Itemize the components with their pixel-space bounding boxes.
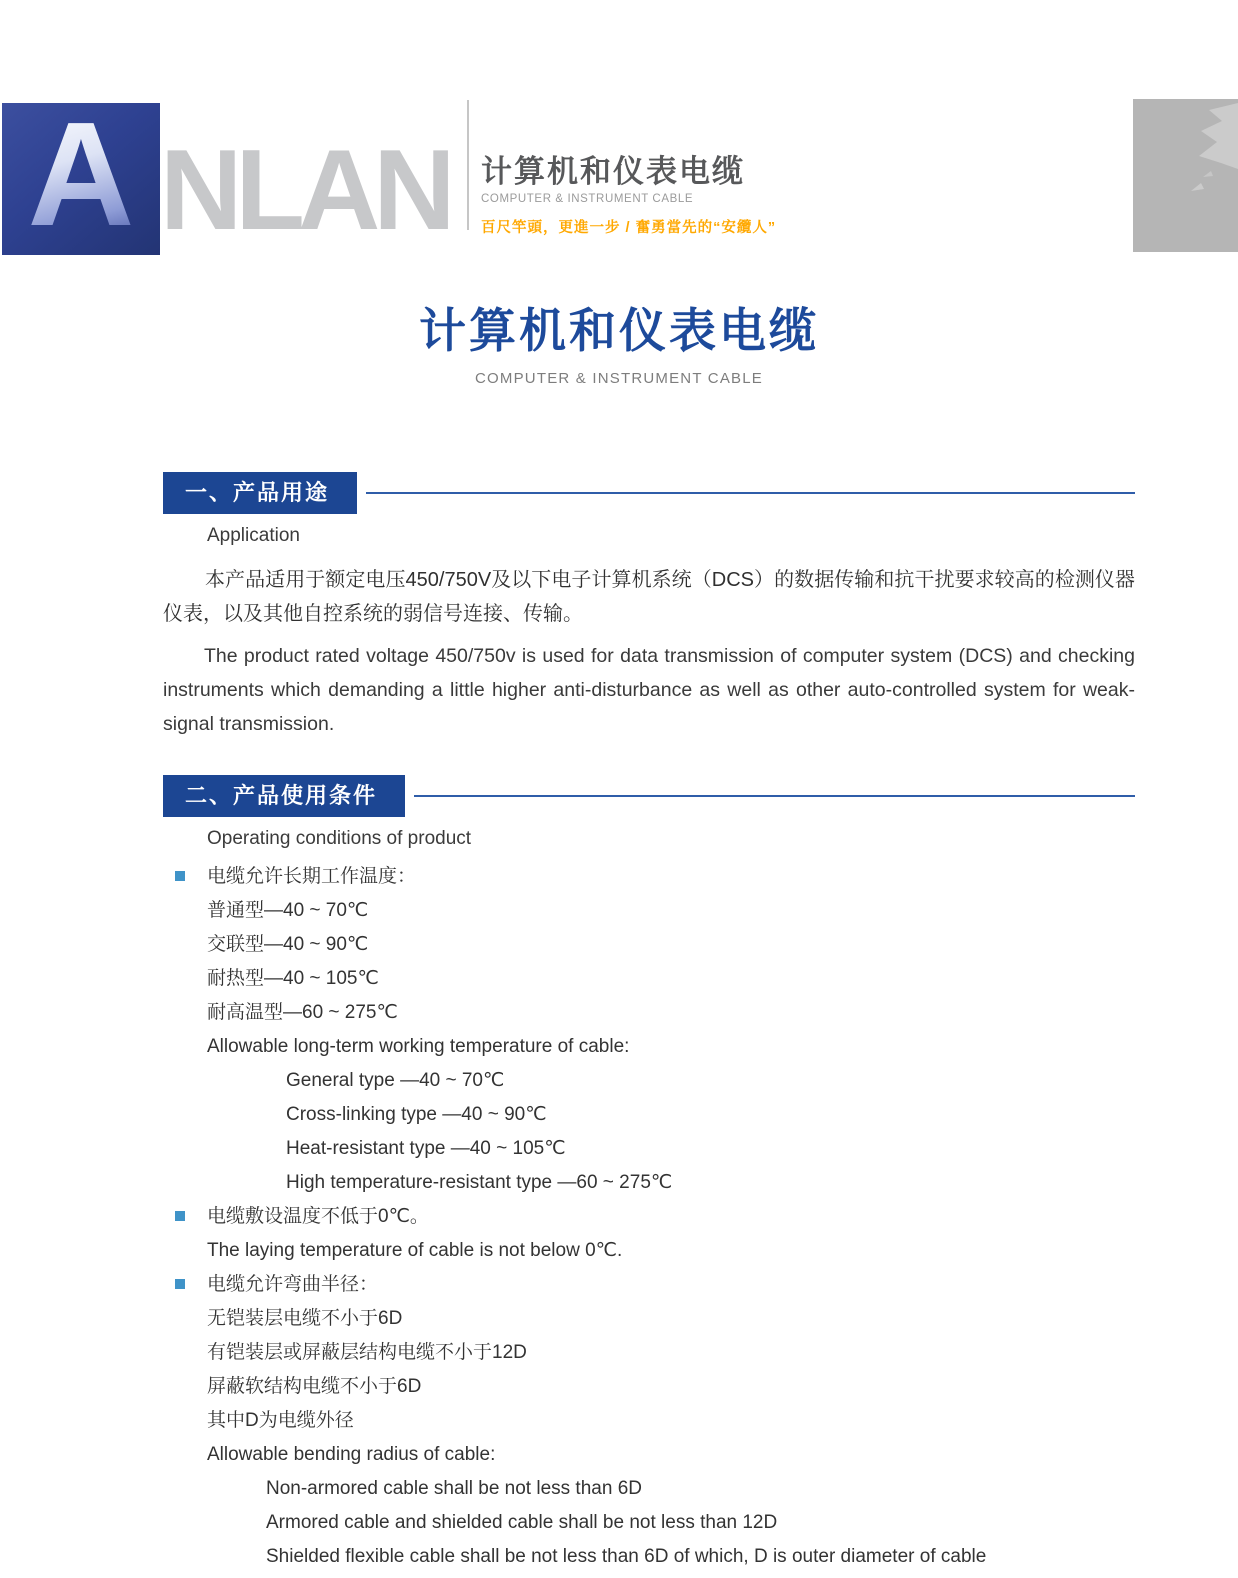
list-item: [163, 1000, 1135, 1025]
list-item: [163, 1068, 1135, 1093]
section-heading: [163, 472, 1135, 514]
section-rule: [414, 795, 1135, 797]
anlan-logo: [2, 92, 160, 257]
item-text: 无铠装层电缆不小于6D: [207, 1308, 403, 1329]
item-text: 电缆允许长期工作温度：: [207, 866, 417, 887]
list-item: [163, 898, 1135, 923]
item-text: Heat-resistant type —40 ~ 105℃: [286, 1138, 566, 1159]
square-bullet-icon: [175, 871, 185, 881]
logo-wordmark: NLAN: [160, 127, 449, 254]
list-item: [163, 1272, 1135, 1297]
section-heading-en: Application: [207, 525, 300, 546]
list-item: [163, 1476, 1135, 1501]
item-text: Allowable bending radius of cable:: [207, 1444, 496, 1465]
square-bullet-icon: [175, 1279, 185, 1289]
paragraph: [163, 563, 1135, 631]
list-item: [163, 966, 1135, 991]
item-text: 耐热型—40 ~ 105℃: [207, 968, 379, 989]
list-item: [163, 932, 1135, 957]
item-text: 电缆允许弯曲半径：: [207, 1274, 379, 1295]
doc-title: [0, 294, 1238, 387]
header-title-en: COMPUTER & INSTRUMENT CABLE: [481, 193, 694, 205]
header-tagline: 百尺竿頭，更進一步 / 奮勇當先的“安纜人”: [481, 220, 777, 236]
item-text: 本产品适用于额定电压450/750V及以下电子计算机系统（DCS）的数据传输和抗干扰要求较高的检测仪器仪表，以及其他自控系统的弱信号连接、传输。: [163, 569, 1135, 625]
content: [163, 472, 1135, 1578]
section-banner: 二、产品使用条件: [163, 775, 405, 817]
list-item: [163, 1544, 1135, 1569]
item-text: 屏蔽软结构电缆不小于6D: [207, 1376, 422, 1397]
decorative-photo: [1133, 99, 1238, 252]
item-text: 交联型—40 ~ 90℃: [207, 934, 369, 955]
header-title-zh: 计算机和仪表电缆: [481, 154, 745, 189]
doc-title-en: COMPUTER & INSTRUMENT CABLE: [475, 370, 763, 387]
list-item: [163, 1408, 1135, 1433]
paragraph: [163, 639, 1135, 741]
list-item: [163, 1102, 1135, 1127]
item-text: Cross-linking type —40 ~ 90℃: [286, 1104, 547, 1125]
list-item: [163, 1204, 1135, 1229]
condition-list: [163, 864, 1135, 1569]
section-heading: [163, 775, 1135, 817]
list-item: [163, 1238, 1135, 1263]
list-item: [163, 1170, 1135, 1195]
application-paragraphs: [163, 563, 1135, 741]
item-text: General type —40 ~ 70℃: [286, 1070, 505, 1091]
item-text: 电缆敷设温度不低于0℃。: [207, 1206, 429, 1227]
item-text: 有铠装层或屏蔽层结构电缆不小于12D: [207, 1342, 527, 1363]
square-bullet-icon: [175, 1211, 185, 1221]
list-item: [163, 864, 1135, 889]
item-text: Allowable long-term working temperature of cable:: [207, 1036, 630, 1057]
list-item: [163, 1306, 1135, 1331]
section-application: [163, 472, 1135, 741]
section-banner: 一、产品用途: [163, 472, 357, 514]
section-rule: [366, 492, 1135, 494]
item-text: Armored cable and shielded cable shall be not less than 12D: [266, 1512, 778, 1533]
list-item: [163, 1136, 1135, 1161]
section-operating-conditions: [163, 775, 1135, 1569]
item-text: High temperature-resistant type —60 ~ 275℃: [286, 1172, 673, 1193]
leaf-decoration-icon: [1133, 99, 1238, 252]
list-item: [163, 1034, 1135, 1059]
header-titles: [481, 146, 776, 237]
list-item: [163, 1374, 1135, 1399]
list-item: [163, 1340, 1135, 1365]
header-divider: [467, 100, 469, 230]
section-heading-en: Operating conditions of product: [207, 828, 472, 849]
item-text: 其中D为电缆外径: [207, 1410, 354, 1431]
doc-title-zh: 计算机和仪表电缆: [419, 304, 819, 357]
item-text: 耐高温型—60 ~ 275℃: [207, 1002, 398, 1023]
item-text: The laying temperature of cable is not below 0℃.: [207, 1240, 623, 1261]
list-item: [163, 1442, 1135, 1467]
item-text: Shielded flexible cable shall be not less than 6D of which, D is outer diameter of cable: [266, 1546, 987, 1567]
item-text: The product rated voltage 450/750v is used for data transmission of computer system (DCS) and checking instruments which demanding a little higher anti-disturbance as well as other auto-controlled system for weak-signal transmission.: [163, 645, 1135, 735]
item-text: 普通型—40 ~ 70℃: [207, 900, 369, 921]
logo-letter-a-icon: A: [27, 92, 135, 257]
item-text: Non-armored cable shall be not less than 6D: [266, 1478, 642, 1499]
list-item: [163, 1510, 1135, 1535]
